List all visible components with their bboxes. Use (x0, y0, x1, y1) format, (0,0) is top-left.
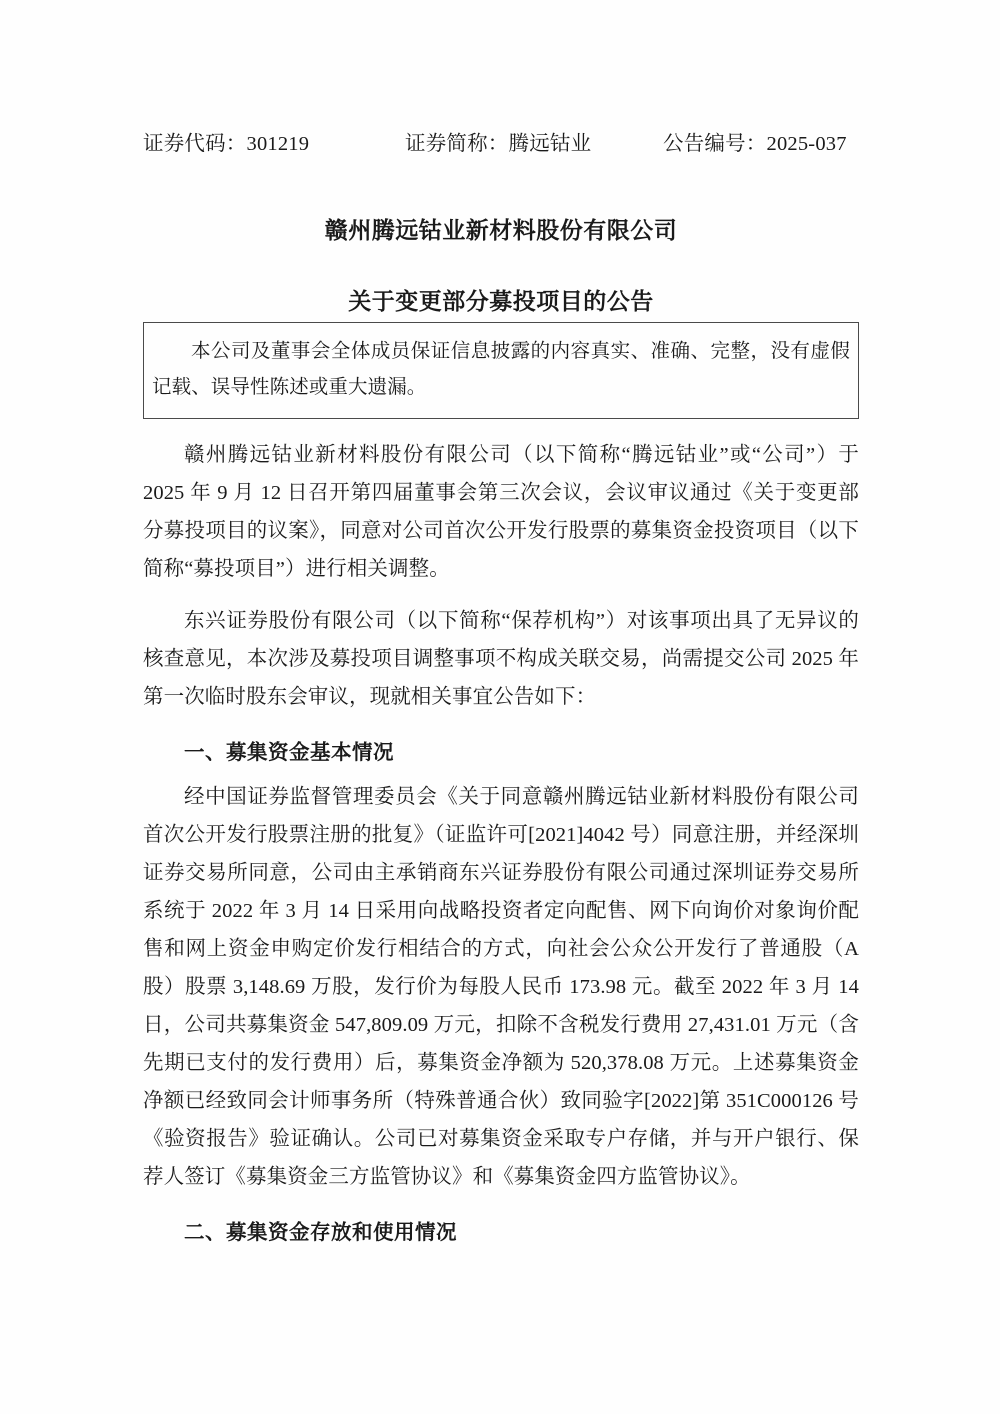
security-code-value: 301219 (246, 133, 310, 155)
security-abbr-label: 证券简称： (405, 133, 509, 155)
disclaimer-text: 本公司及董事会全体成员保证信息披露的内容真实、准确、完整，没有虚假记载、误导性陈述或重大遗漏。 (152, 341, 850, 398)
notice-number-value: 2025-037 (766, 133, 847, 155)
document-body (143, 436, 859, 1252)
notice-number-segment (663, 126, 847, 156)
section-heading-2: 二、募集资金存放和使用情况 (184, 1222, 457, 1244)
notice-number-label: 公告编号： (663, 133, 767, 155)
section-heading-1: 一、募集资金基本情况 (184, 742, 394, 764)
body-paragraph-2: 东兴证券股份有限公司（以下简称“保荐机构”）对该事项出具了无异议的核查意见，本次涉及募投项目调整事项不构成关联交易，尚需提交公司 2025 年第一次临时股东会审议，现就相关事宜公告如下： (143, 610, 859, 708)
disclaimer-box (143, 322, 859, 419)
security-abbr-segment (405, 126, 663, 156)
security-code-label: 证券代码： (143, 133, 247, 155)
body-paragraph-3: 经中国证券监督管理委员会《关于同意赣州腾远钴业新材料股份有限公司首次公开发行股票注册的批复》（证监许可[2021]4042 号）同意注册，并经深圳证券交易所同意，公司由主承销商东兴证券股份有限公司通过深圳证券交易所系统于 2022 年 3 月 14 日采用向战略投资者定向配售、网下向询价对象询价配售和网上资金申购定价发行相结合的方式，向社会公众公开发行了普通股（A 股）股票 3,148.69 万股，发行价为每股人民币 173.98 元。截至 2022 年 3 月 14 日，公司共募集资金 547,809.09 万元，扣除不含税发行费用 27,431.01 万元（含先期已支付的发行费用）后，募集资金净额为 520,378.08 万元。上述募集资金净额已经致同会计师事务所（特殊普通合伙）致同验字[2022]第 351C000126 号《验资报告》验证确认。公司已对募集资金采取专户存储，并与开户银行、保荐人签订《募集资金三方监管协议》和《募集资金四方监管协议》。 (143, 786, 859, 1188)
title-block (143, 218, 859, 315)
document-header-line (143, 126, 859, 156)
company-name-title: 赣州腾远钴业新材料股份有限公司 (324, 218, 678, 243)
security-code-segment (143, 126, 405, 156)
security-abbr-value: 腾远钴业 (508, 133, 592, 155)
announcement-subject-title: 关于变更部分募投项目的公告 (348, 289, 654, 315)
body-paragraph-1: 赣州腾远钴业新材料股份有限公司（以下简称“腾远钴业”或“公司”）于2025 年 9 月 12 日召开第四届董事会第三次会议，会议审议通过《关于变更部分募投项目的议案》，同意对公司首次公开发行股票的募集资金投资项目（以下简称“募投项目”）进行相关调整。 (143, 444, 859, 580)
